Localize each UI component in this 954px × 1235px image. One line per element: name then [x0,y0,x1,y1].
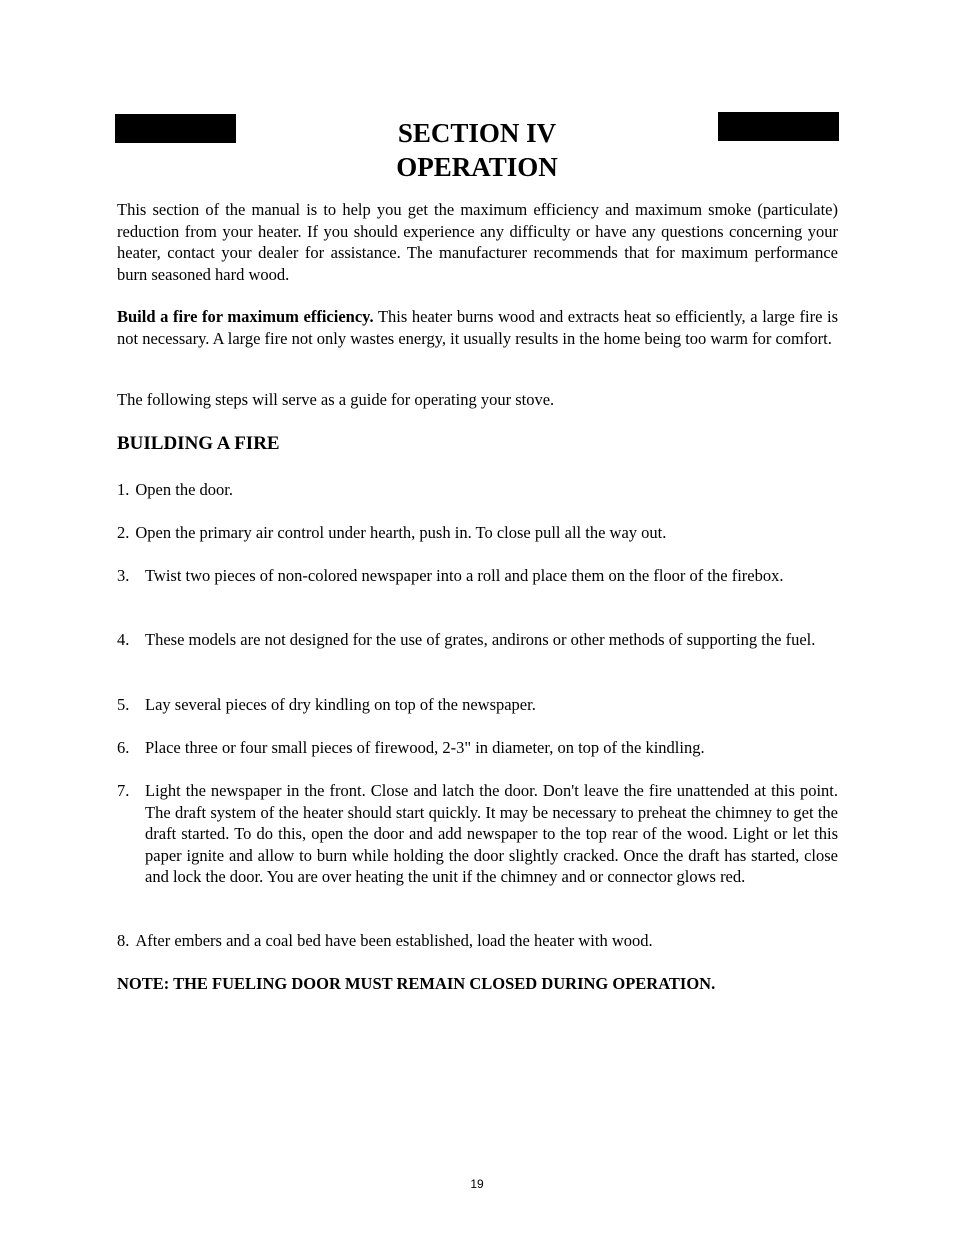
operation-note: NOTE: THE FUELING DOOR MUST REMAIN CLOSED DURING OPERATION. [117,974,716,993]
step-5 [117,694,838,716]
step-7 [117,780,838,888]
step-number: 4. [117,630,130,649]
step-2 [117,522,838,544]
step-number: 1. [117,480,130,499]
step-4 [117,629,838,651]
build-fire-lead: Build a fire for maximum efficiency. [117,307,374,326]
step-number: 3. [117,566,130,585]
section-subtitle: OPERATION [396,152,558,182]
step-text: Lay several pieces of dry kindling on top of the newspaper. [145,695,536,714]
page-number: 19 [470,1177,484,1191]
step-8 [117,930,838,952]
step-text: Open the door. [135,480,233,499]
step-text: Place three or four small pieces of firewood, 2-3" in diameter, on top of the kindling. [145,738,705,757]
step-number: 5. [117,695,130,714]
step-number: 2. [117,523,130,542]
section-title: SECTION IV [397,118,557,148]
step-number: 8. [117,931,130,950]
build-fire-paragraph [117,306,838,349]
build-fire-text: This heater burns wood and extracts heat so efficiently, a large fire is not necessary. A large fire not only wastes energy, it usually results in the home being too warm for comfort. [117,307,839,348]
step-number: 7. [117,781,130,800]
step-text: Twist two pieces of non-colored newspaper into a roll and place them on the floor of the firebox. [145,566,784,585]
step-text: Open the primary air control under hearth, push in. To close pull all the way out. [135,523,667,542]
step-text: These models are not designed for the use of grates, andirons or other methods of supporting the fuel. [145,630,816,649]
step-text: After embers and a coal bed have been established, load the heater with wood. [135,931,653,950]
following-steps-paragraph: The following steps will serve as a guide for operating your stove. [117,390,555,409]
step-number: 6. [117,738,130,757]
step-1 [117,479,838,501]
intro-paragraph: This section of the manual is to help you get the maximum efficiency and maximum smoke (particulate) reduction from your heater. If you should experience any difficulty or have any questions concerning your heater, contact your dealer for assistance. The manufacturer recommends that for maximum performance burn seasoned hard wood. [117,200,838,284]
step-6 [117,737,838,759]
building-a-fire-heading: BUILDING A FIRE [117,433,280,454]
step-text: Light the newspaper in the front. Close and latch the door. Don't leave the fire unattended at this point. The draft system of the heater should start quickly. It may be necessary to preheat the chimney to get the draft started. To do this, open the door and add newspaper to the top rear of the wood. Light or let this paper ignite and allow to burn while holding the door slightly cracked. Once the draft has started, close and lock the door. You are over heating the unit if the chimney and or connector glows red. [145,781,838,886]
step-3 [117,565,838,587]
